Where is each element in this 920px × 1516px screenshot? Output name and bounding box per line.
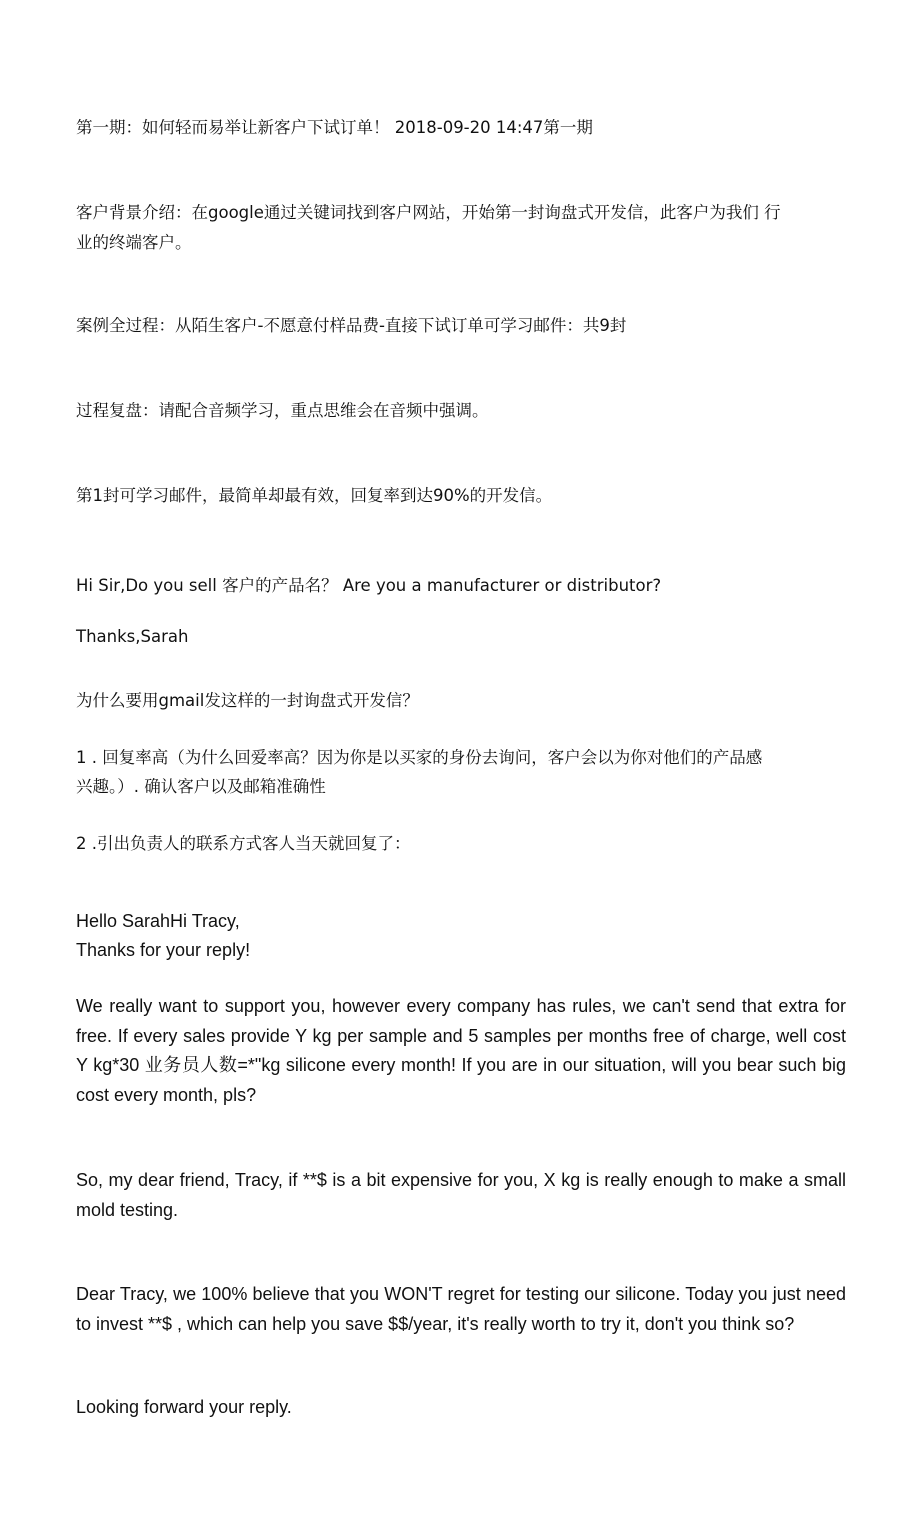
closing-line: Looking forward your reply. (76, 1397, 292, 1417)
reason1-line-1: 1 . 回复率高（为什么回爱率高？因为你是以买家的身份去询问，客户会以为你对他们的产品感 (76, 748, 763, 767)
review-line: 过程复盘：请配合音频学习，重点思维会在音频中强调。 (76, 401, 489, 420)
title-line: 第一期：如何轻而易举让新客户下试订单！ 2018-09-20 14:47第一期 (76, 118, 593, 137)
reply-greeting: Hello SarahHi Tracy, (76, 911, 240, 931)
reason1-line-2: 兴趣。）. 确认客户以及邮箱准确性 (76, 777, 326, 796)
email1-line-1: Hi Sir,Do you sell 客户的产品名？ Are you a manufacturer or distributor? (76, 576, 662, 595)
background-line-1: 客户背景介绍：在google通过关键词找到客户网站，开始第一封询盘式开发信，此客户为我们 行 (76, 203, 781, 222)
reply-paragraph-3: Dear Tracy, we 100% believe that you WON'T regret for testing our silicone. Today you just need to invest **$ , which can help you save $$/year, it's really worth to try it, don't you think so? (76, 1284, 846, 1334)
email1-line-2: Thanks,Sarah (76, 627, 189, 646)
process-line: 案例全过程：从陌生客户-不愿意付样品费-直接下试订单可学习邮件：共9封 (76, 316, 627, 335)
reply-paragraph-2: So, my dear friend, Tracy, if **$ is a bit expensive for you, X kg is really enough to make a small mold testing. (76, 1170, 846, 1220)
reply-paragraph-1: We really want to support you, however every company has rules, we can't send that extra for free. If every sales provide Y kg per sample and 5 samples per months free of charge, well cost Y kg*30 业务员人数=*"kg silicone every month! If you are in our situation, will you bear such big cost every month, pls? (76, 996, 846, 1105)
first-email-line: 第1封可学习邮件，最简单却最有效，回复率到达90%的开发信。 (76, 486, 553, 505)
reason2-line: 2 .引出负责人的联系方式客人当天就回复了： (76, 834, 411, 853)
reply-thanks: Thanks for your reply! (76, 940, 251, 960)
background-line-2: 业的终端客户。 (76, 233, 192, 252)
why-line: 为什么要用gmail发这样的一封询盘式开发信？ (76, 691, 419, 710)
